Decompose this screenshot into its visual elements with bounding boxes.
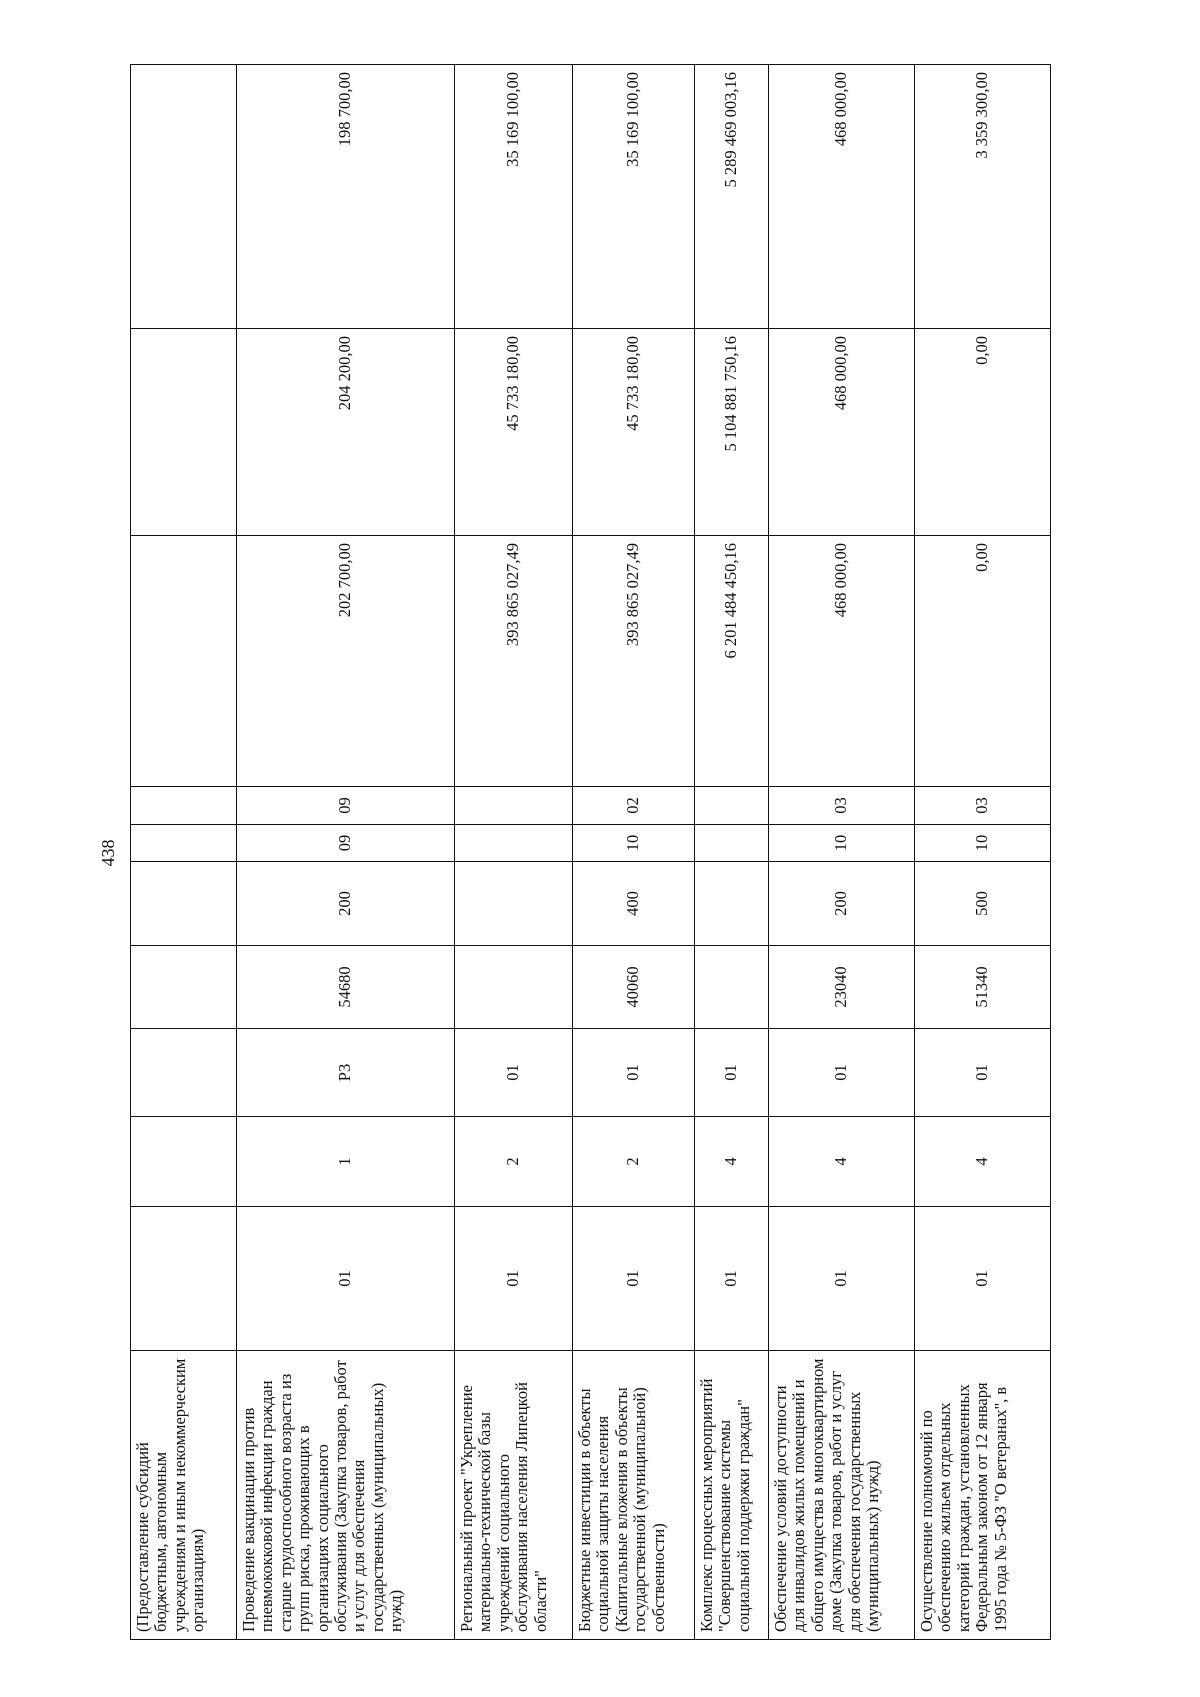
event-code: 01	[455, 1029, 573, 1117]
amount-year-3: 3 359 300,00	[915, 65, 1051, 329]
subsection-code: 03	[915, 787, 1051, 825]
amount-year-2: 5 104 881 750,16	[695, 329, 769, 536]
program-code: 01	[237, 1207, 455, 1351]
subprogram-code: 2	[573, 1117, 695, 1207]
direction-code: 54680	[237, 946, 455, 1029]
subprogram-code: 2	[455, 1117, 573, 1207]
event-code: 01	[769, 1029, 915, 1117]
subsection-code: 02	[573, 787, 695, 825]
table-row	[915, 65, 1051, 1640]
direction-code: 51340	[915, 946, 1051, 1029]
table-row	[131, 65, 237, 1640]
expense-type-code	[695, 862, 769, 946]
amount-year-2: 0,00	[915, 329, 1051, 536]
amount-year-3: 5 289 469 003,16	[695, 65, 769, 329]
row-name: Проведение вакцинации против пневмококковой инфекции граждан старше трудоспособного возраста из групп риска, проживающих в организациях социального обслуживания (Закупка товаров, работ и услуг для обеспечения государственных (муниципальных) нужд)	[237, 1351, 455, 1640]
section-code: 10	[769, 825, 915, 862]
expense-type-code: 500	[915, 862, 1051, 946]
event-code: 01	[573, 1029, 695, 1117]
direction-code	[455, 946, 573, 1029]
row-name: Осуществление полномочий по обеспечению жильем отдельных категорий граждан, установленных Федеральным законом от 12 января 1995 года № 5-ФЗ "О ветеранах", в	[915, 1351, 1051, 1640]
amount-year-3: 35 169 100,00	[455, 65, 573, 329]
section-code: 09	[237, 825, 455, 862]
amount-year-1: 0,00	[915, 536, 1051, 787]
program-code: 01	[455, 1207, 573, 1351]
budget-table	[130, 64, 1051, 1640]
program-code	[131, 1207, 237, 1351]
amount-year-2: 45 733 180,00	[455, 329, 573, 536]
row-name: Региональный проект "Укрепление материально-технической базы учреждений социального обслуживания населения Липецкой области"	[455, 1351, 573, 1640]
subsection-code: 03	[769, 787, 915, 825]
amount-year-3: 35 169 100,00	[573, 65, 695, 329]
table-row	[573, 65, 695, 1640]
amount-year-3	[131, 65, 237, 329]
direction-code	[131, 946, 237, 1029]
amount-year-2: 468 000,00	[769, 329, 915, 536]
direction-code	[695, 946, 769, 1029]
event-code: 01	[915, 1029, 1051, 1117]
section-code: 10	[915, 825, 1051, 862]
program-code: 01	[573, 1207, 695, 1351]
expense-type-code: 400	[573, 862, 695, 946]
event-code: Р3	[237, 1029, 455, 1117]
subprogram-code: 1	[237, 1117, 455, 1207]
subprogram-code: 4	[769, 1117, 915, 1207]
subsection-code	[131, 787, 237, 825]
table-row	[237, 65, 455, 1640]
program-code: 01	[695, 1207, 769, 1351]
expense-type-code: 200	[769, 862, 915, 946]
subprogram-code	[131, 1117, 237, 1207]
amount-year-1: 393 865 027,49	[573, 536, 695, 787]
row-name: (Предоставление субсидий бюджетным, автономным учреждениям и иным некоммерческим организациям)	[131, 1351, 237, 1640]
page-number: 438	[98, 839, 118, 867]
section-code	[131, 825, 237, 862]
table-row	[769, 65, 915, 1640]
row-name: Обеспечение условий доступности для инвалидов жилых помещений и общего имущества в многоквартирном доме (Закупка товаров, работ и услуг для обеспечения государственных (муниципальных) нужд)	[769, 1351, 915, 1640]
subsection-code	[455, 787, 573, 825]
section-code	[695, 825, 769, 862]
expense-type-code	[455, 862, 573, 946]
event-code	[131, 1029, 237, 1117]
event-code: 01	[695, 1029, 769, 1117]
subsection-code: 09	[237, 787, 455, 825]
subprogram-code: 4	[695, 1117, 769, 1207]
amount-year-2: 45 733 180,00	[573, 329, 695, 536]
section-code	[455, 825, 573, 862]
direction-code: 23040	[769, 946, 915, 1029]
row-name: Бюджетные инвестиции в объекты социальной защиты населения (Капитальные вложения в объекты государственной (муниципальной) собственности)	[573, 1351, 695, 1640]
amount-year-1: 6 201 484 450,16	[695, 536, 769, 787]
amount-year-2: 204 200,00	[237, 329, 455, 536]
amount-year-3: 198 700,00	[237, 65, 455, 329]
amount-year-1	[131, 536, 237, 787]
amount-year-1: 393 865 027,49	[455, 536, 573, 787]
amount-year-1: 202 700,00	[237, 536, 455, 787]
amount-year-2	[131, 329, 237, 536]
program-code: 01	[915, 1207, 1051, 1351]
table-row	[455, 65, 573, 1640]
section-code: 10	[573, 825, 695, 862]
program-code: 01	[769, 1207, 915, 1351]
expense-type-code	[131, 862, 237, 946]
subsection-code	[695, 787, 769, 825]
row-name: Комплекс процессных мероприятий "Совершенствование системы социальной поддержки граждан"	[695, 1351, 769, 1640]
amount-year-3: 468 000,00	[769, 65, 915, 329]
direction-code: 40060	[573, 946, 695, 1029]
subprogram-code: 4	[915, 1117, 1051, 1207]
rotated-table-container	[130, 65, 1050, 1640]
expense-type-code: 200	[237, 862, 455, 946]
amount-year-1: 468 000,00	[769, 536, 915, 787]
table-row	[695, 65, 769, 1640]
